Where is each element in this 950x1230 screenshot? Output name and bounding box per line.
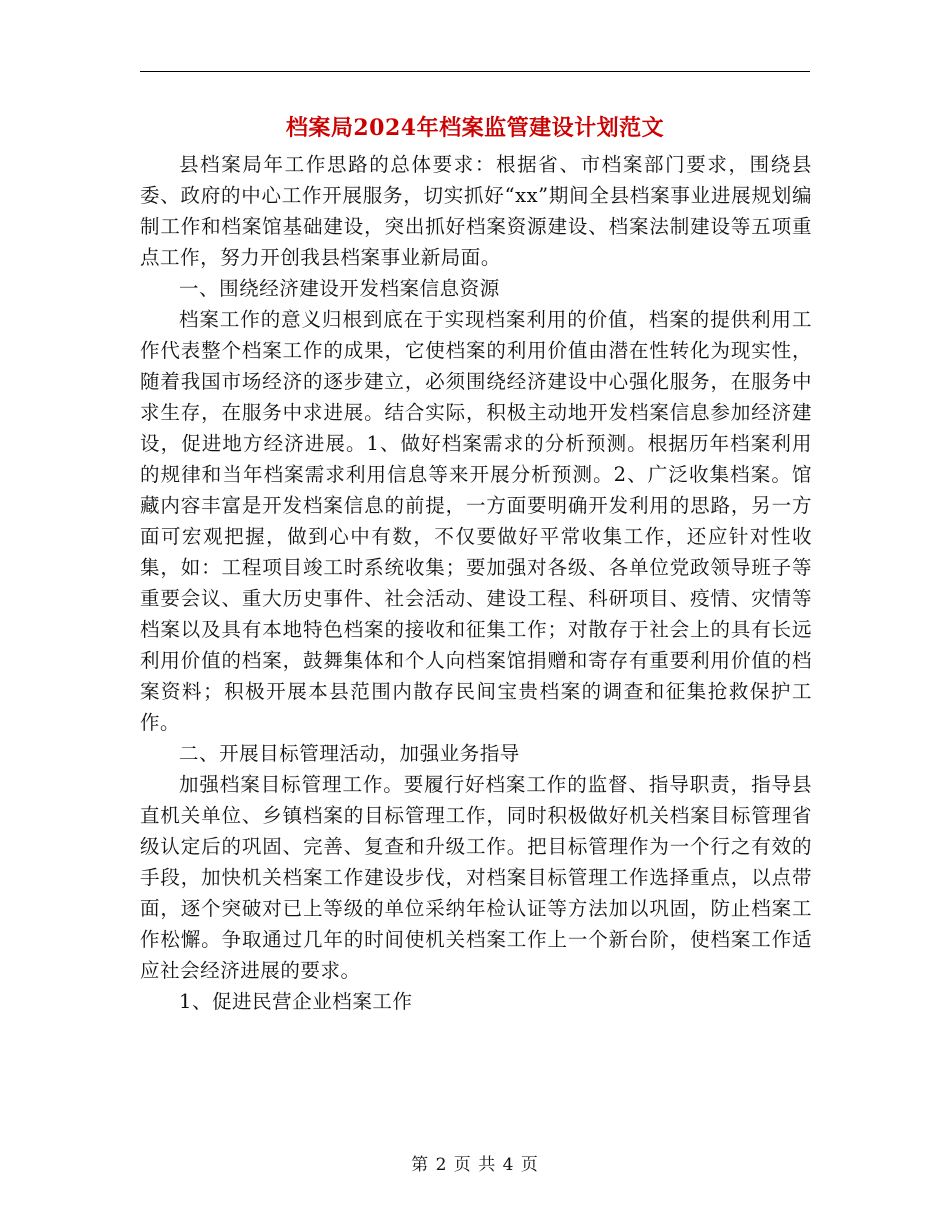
subsection-heading-1: 1、促进民营企业档案工作 <box>179 990 413 1013</box>
paragraph-intro: 县档案局年工作思路的总体要求：根据省、市档案部门要求，围绕县委、政府的中心工作开展服务，切实抓好“xx”期间全县档案事业进展规划编制工作和档案馆基础建设，突出抓好档案资源建设、档案法制建设等五项重点工作，努力开创我县档案事业新局面。 <box>140 153 812 269</box>
document-title: 档案局2024年档案监管建设计划范文 <box>285 115 665 141</box>
section-heading-2: 二、开展目标管理活动，加强业务指导 <box>179 742 520 765</box>
section-heading-1: 一、围绕经济建设开发档案信息资源 <box>179 277 500 300</box>
document-body <box>140 149 812 1017</box>
header-rule <box>140 71 810 72</box>
paragraph-section-1: 档案工作的意义归根到底在于实现档案利用的价值，档案的提供利用工作代表整个档案工作的成果，它使档案的利用价值由潜在性转化为现实性，随着我国市场经济的逐步建立，必须围绕经济建设中心强化服务，在服务中求生存，在服务中求进展。结合实际，积极主动地开发档案信息参加经济建设，促进地方经济进展。1、做好档案需求的分析预测。根据历年档案利用的规律和当年档案需求利用信息等来开展分析预测。2、广泛收集档案。馆藏内容丰富是开发档案信息的前提，一方面要明确开发利用的思路，另一方面可宏观把握，做到心中有数，不仅要做好平常收集工作，还应针对性收集，如：工程项目竣工时系统收集；要加强对各级、各单位党政领导班子等重要会议、重大历史事件、社会活动、建设工程、科研项目、疫情、灾情等档案以及具有本地特色档案的接收和征集工作；对散存于社会上的具有长远利用价值的档案，鼓舞集体和个人向档案馆捐赠和寄存有重要利用价值的档案资料；积极开展本县范围内散存民间宝贵档案的调查和征集抢救保护工作。 <box>140 308 812 734</box>
page-number: 第 2 页 共 4 页 <box>411 1155 539 1175</box>
paragraph-section-2: 加强档案目标管理工作。要履行好档案工作的监督、指导职责，指导县直机关单位、乡镇档案的目标管理工作，同时积极做好机关档案目标管理省级认定后的巩固、完善、复查和升级工作。把目标管理作为一个行之有效的手段，加快机关档案工作建设步伐，对档案目标管理工作选择重点，以点带面，逐个突破对已上等级的单位采纳年检认证等方法加以巩固，防止档案工作松懈。争取通过几年的时间使机关档案工作上一个新台阶，使档案工作适应社会经济进展的要求。 <box>140 773 812 982</box>
